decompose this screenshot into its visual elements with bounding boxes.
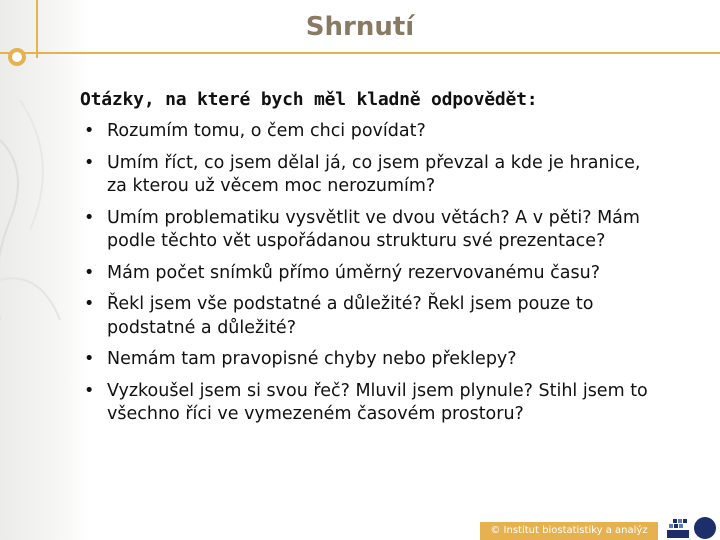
list-item-text: Rozumím tomu, o čem chci povídat? <box>107 121 426 141</box>
list-item <box>80 380 660 427</box>
list-item <box>80 262 660 286</box>
list-item <box>80 207 660 254</box>
list-item-text: Nemám tam pravopisné chyby nebo překlepy? <box>107 349 517 369</box>
slide-title: Shrnutí <box>305 12 415 42</box>
list-item <box>80 348 660 372</box>
slide-subheading: Otázky, na které bych měl kladně odpovědět: <box>80 89 538 110</box>
bullet-icon: • <box>84 152 95 173</box>
list-item-text: Vyzkoušel jsem si svou řeč? Mluvil jsem plynule? Stihl jsem to všechno říci ve vymezeném časovém prostoru? <box>107 380 648 424</box>
decorative-lines <box>0 100 90 340</box>
bullet-icon: • <box>84 121 95 141</box>
list-item <box>80 152 660 199</box>
list-item <box>80 120 660 144</box>
header-horizontal-rule <box>0 52 720 54</box>
list-item <box>80 293 660 340</box>
list-item-text: Mám počet snímků přímo úměrný rezervovanému času? <box>107 262 600 283</box>
bullet-icon: • <box>84 380 95 401</box>
list-item-text: Řekl jsem vše podstatné a důležité? Řekl jsem pouze to podstatné a důležité? <box>107 294 594 338</box>
iba-logo-icon <box>665 517 691 539</box>
masaryk-university-logo-icon <box>694 517 716 539</box>
footer-copyright: © Institut biostatistiky a analýz <box>480 522 658 540</box>
bullet-icon: • <box>84 349 95 369</box>
bullet-icon: • <box>84 262 95 283</box>
list-item-text: Umím říct, co jsem dělal já, co jsem převzal a kde je hranice, za kterou už věcem moc nerozumím? <box>107 152 641 196</box>
list-item-text: Umím problematiku vysvětlit ve dvou větách? A v pěti? Mám podle těchto vět uspořádanou strukturu své prezentace? <box>107 207 640 251</box>
bullet-icon: • <box>84 294 95 314</box>
question-list <box>80 120 660 435</box>
bullet-icon: • <box>84 207 95 228</box>
header-circle-icon <box>8 48 26 66</box>
